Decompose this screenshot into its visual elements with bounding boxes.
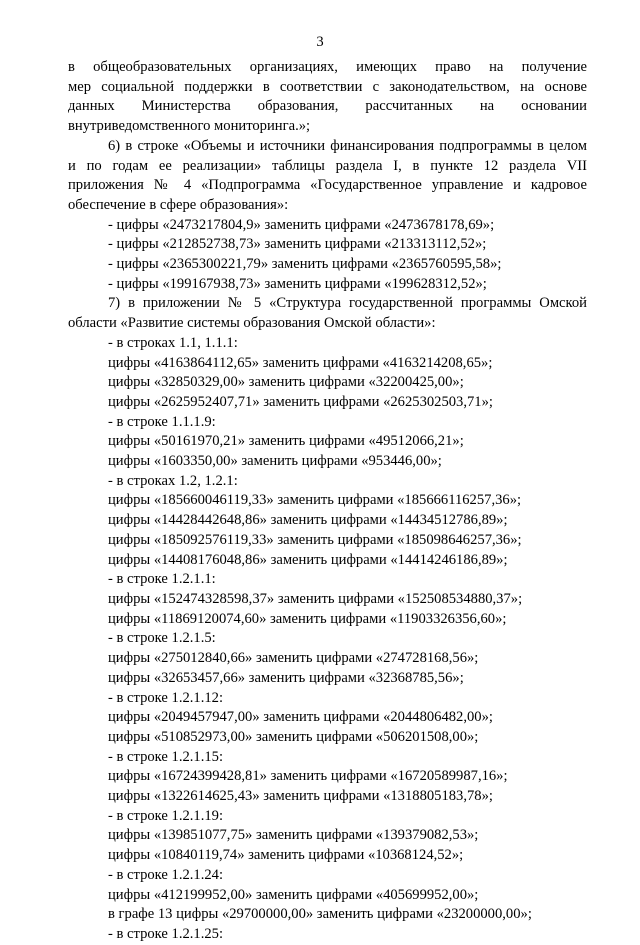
text-line: приложения № 4 «Подпрограмма «Государственное управление и кадровое [68, 177, 587, 194]
text-line: цифры «1322614625,43» заменить цифрами «1318805183,78»; [108, 788, 493, 805]
text-line: 6) в строке «Объемы и источники финансирования подпрограммы в целом [108, 137, 587, 154]
text-line: - в строке 1.2.1.24: [108, 866, 224, 883]
text-line: - в строках 1.2, 1.2.1: [108, 472, 238, 489]
text-line: цифры «14408176048,86» заменить цифрами «14414246186,89»; [108, 551, 508, 568]
text-line: в графе 13 цифры «29700000,00» заменить цифрами «23200000,00»; [108, 906, 532, 923]
text-line: - в строке 1.1.1.9: [108, 413, 216, 430]
text-line: в общеобразовательных организациях, имеющих право на получение [68, 59, 587, 75]
text-line: цифры «16724399428,81» заменить цифрами «16720589987,16»; [108, 768, 508, 785]
text-line: - цифры «212852738,73» заменить цифрами «213313112,52»; [108, 236, 487, 253]
text-line: цифры «4163864112,65» заменить цифрами «4163214208,65»; [108, 354, 493, 371]
text-line: данных Министерства образования, рассчитанных на основании [68, 98, 587, 115]
text-line: области «Развитие системы образования Омской области»: [68, 315, 436, 332]
text-line: внутриведомственного мониторинга.»; [68, 118, 311, 135]
text-line: - цифры «2473217804,9» заменить цифрами «2473678178,69»; [108, 216, 495, 233]
document-body [68, 58, 587, 945]
text-line: цифры «275012840,66» заменить цифрами «274728168,56»; [108, 650, 479, 667]
text-line: - в строке 1.2.1.19: [108, 807, 224, 824]
text-line: цифры «32653457,66» заменить цифрами «32368785,56»; [108, 669, 464, 686]
text-line: цифры «185092576119,33» заменить цифрами «185098646257,36»; [108, 531, 522, 548]
text-line: цифры «32850329,00» заменить цифрами «32200425,00»; [108, 374, 464, 391]
text-line: - в строке 1.2.1.5: [108, 630, 216, 647]
text-line: - цифры «199167938,73» заменить цифрами «199628312,52»; [108, 275, 487, 292]
text-line: цифры «152474328598,37» заменить цифрами «152508534880,37»; [108, 590, 523, 607]
text-line: цифры «412199952,00» заменить цифрами «405699952,00»; [108, 886, 479, 903]
text-line: и по годам ее реализации» таблицы раздела I, в пункте 12 раздела VII [68, 157, 587, 174]
text-line: обеспечение в сфере образования»: [68, 196, 289, 213]
text-line: мер социальной поддержки в соответствии с законодательством, на основе [68, 78, 587, 95]
text-line: цифры «2625952407,71» заменить цифрами «2625302503,71»; [108, 393, 493, 410]
text-line: - цифры «2365300221,79» заменить цифрами «2365760595,58»; [108, 256, 502, 273]
text-line: цифры «185660046119,33» заменить цифрами «185666116257,36»; [108, 492, 522, 509]
text-line: - в строке 1.2.1.15: [108, 748, 224, 765]
text-line: цифры «2049457947,00» заменить цифрами «2044806482,00»; [108, 709, 493, 726]
text-line: цифры «510852973,00» заменить цифрами «506201508,00»; [108, 728, 479, 745]
text-line: цифры «139851077,75» заменить цифрами «139379082,53»; [108, 827, 479, 844]
text-line: 7) в приложении № 5 «Структура государственной программы Омской [108, 295, 587, 312]
text-line: - в строке 1.2.1.25: [108, 925, 224, 942]
page-number: 3 [316, 34, 324, 50]
text-line: - в строке 1.2.1.1: [108, 571, 216, 588]
text-line: цифры «1603350,00» заменить цифрами «953446,00»; [108, 453, 442, 470]
text-line: цифры «14428442648,86» заменить цифрами «14434512786,89»; [108, 512, 508, 529]
text-line: цифры «10840119,74» заменить цифрами «10368124,52»; [108, 847, 464, 864]
text-line: - в строке 1.2.1.12: [108, 689, 224, 706]
text-line: цифры «11869120074,60» заменить цифрами «11903326356,60»; [108, 610, 507, 627]
text-line: - в строках 1.1, 1.1.1: [108, 334, 238, 351]
text-line: цифры «50161970,21» заменить цифрами «49512066,21»; [108, 433, 464, 450]
